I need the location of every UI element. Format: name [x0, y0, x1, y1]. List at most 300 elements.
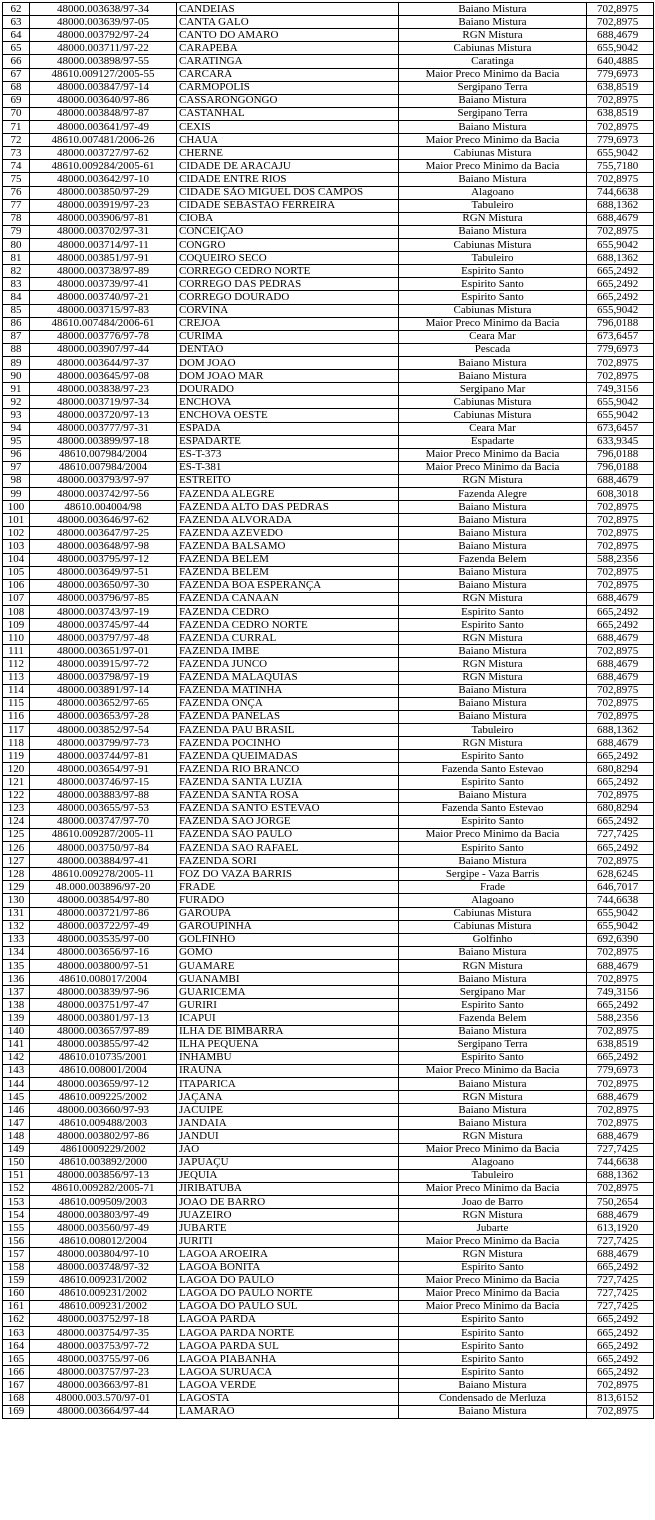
price-cell: 702,8975: [587, 1405, 654, 1418]
field-name-cell: CORREGO CEDRO NORTE: [177, 265, 399, 278]
table-row: [3, 68, 654, 81]
price-cell: 688,4679: [587, 1130, 654, 1143]
table-row: [3, 383, 654, 396]
price-cell: 796,0188: [587, 317, 654, 330]
price-cell: 613,1920: [587, 1222, 654, 1235]
field-name-cell: CIOBA: [177, 212, 399, 225]
field-name-cell: JURITI: [177, 1235, 399, 1248]
table-row: [3, 802, 654, 815]
table-row: [3, 474, 654, 487]
process-code-cell: 48000.003720/97-13: [30, 409, 177, 422]
price-cell: 702,8975: [587, 370, 654, 383]
reference-oil-cell: Fazenda Santo Estevao: [399, 763, 587, 776]
price-cell: 680,8294: [587, 802, 654, 815]
process-code-cell: 48000.003744/97-81: [30, 750, 177, 763]
table-row: [3, 173, 654, 186]
reference-oil-cell: Maior Preco Minimo da Bacia: [399, 828, 587, 841]
row-number-cell: 160: [3, 1287, 30, 1300]
reference-oil-cell: Espirito Santo: [399, 1366, 587, 1379]
row-number-cell: 168: [3, 1392, 30, 1405]
reference-oil-cell: RGN Mistura: [399, 1209, 587, 1222]
row-number-cell: 70: [3, 107, 30, 120]
table-row: [3, 396, 654, 409]
row-number-cell: 166: [3, 1366, 30, 1379]
price-cell: 688,4679: [587, 658, 654, 671]
field-name-cell: GUARICEMA: [177, 986, 399, 999]
process-code-cell: 48000.003641/97-49: [30, 120, 177, 133]
table-row: [3, 959, 654, 972]
table-row: [3, 579, 654, 592]
reference-oil-cell: Espirito Santo: [399, 1313, 587, 1326]
row-number-cell: 86: [3, 317, 30, 330]
table-row: [3, 1222, 654, 1235]
reference-oil-cell: Espirito Santo: [399, 1051, 587, 1064]
process-code-cell: 48000.003777/97-31: [30, 422, 177, 435]
row-number-cell: 115: [3, 697, 30, 710]
price-cell: 665,2492: [587, 1353, 654, 1366]
field-name-cell: LAGOA PARDA NORTE: [177, 1327, 399, 1340]
field-name-cell: GUAMARE: [177, 959, 399, 972]
reference-oil-cell: Pescada: [399, 343, 587, 356]
reference-oil-cell: Alagoano: [399, 186, 587, 199]
row-number-cell: 64: [3, 29, 30, 42]
reference-oil-cell: Maior Preco Minimo da Bacia: [399, 448, 587, 461]
process-code-cell: 48000.003711/97-22: [30, 42, 177, 55]
process-code-cell: 48610.008001/2004: [30, 1064, 177, 1077]
table-row: [3, 1169, 654, 1182]
row-number-cell: 102: [3, 527, 30, 540]
process-code-cell: 48610.007984/2004: [30, 448, 177, 461]
process-code-cell: 48000.003856/97-13: [30, 1169, 177, 1182]
table-row: [3, 356, 654, 369]
table-row: [3, 828, 654, 841]
row-number-cell: 84: [3, 291, 30, 304]
process-code-cell: 48.000.003896/97-20: [30, 881, 177, 894]
table-row: [3, 881, 654, 894]
process-code-cell: 48000.003804/97-10: [30, 1248, 177, 1261]
table-row: [3, 632, 654, 645]
field-name-cell: CIDADE ENTRE RIOS: [177, 173, 399, 186]
row-number-cell: 127: [3, 855, 30, 868]
process-code-cell: 48610.009231/2002: [30, 1274, 177, 1287]
row-number-cell: 143: [3, 1064, 30, 1077]
price-cell: 665,2492: [587, 815, 654, 828]
process-code-cell: 48000.003642/97-10: [30, 173, 177, 186]
row-number-cell: 151: [3, 1169, 30, 1182]
field-name-cell: CARCARÁ: [177, 68, 399, 81]
reference-oil-cell: RGN Mistura: [399, 474, 587, 487]
price-cell: 702,8975: [587, 697, 654, 710]
row-number-cell: 89: [3, 356, 30, 369]
field-name-cell: LAGOA DO PAULO NORTE: [177, 1287, 399, 1300]
table-row: [3, 488, 654, 501]
price-cell: 655,9042: [587, 304, 654, 317]
process-code-cell: 48000.003750/97-84: [30, 842, 177, 855]
row-number-cell: 121: [3, 776, 30, 789]
table-row: [3, 540, 654, 553]
table-row: [3, 147, 654, 160]
process-code-cell: 48610.009284/2005-61: [30, 160, 177, 173]
reference-oil-cell: Maior Preco Minimo da Bacia: [399, 1143, 587, 1156]
price-cell: 665,2492: [587, 1261, 654, 1274]
field-name-cell: CIDADE SEBASTAO FERREIRA: [177, 199, 399, 212]
row-number-cell: 95: [3, 435, 30, 448]
reference-oil-cell: Condensado de Merluza: [399, 1392, 587, 1405]
field-name-cell: JUBARTE: [177, 1222, 399, 1235]
reference-oil-cell: Cabiunas Mistura: [399, 238, 587, 251]
reference-oil-cell: Espirito Santo: [399, 1327, 587, 1340]
price-cell: 702,8975: [587, 225, 654, 238]
row-number-cell: 163: [3, 1327, 30, 1340]
price-cell: 655,9042: [587, 920, 654, 933]
price-cell: 588,2356: [587, 553, 654, 566]
process-code-cell: 48000.003801/97-13: [30, 1012, 177, 1025]
table-row: [3, 29, 654, 42]
row-number-cell: 126: [3, 842, 30, 855]
process-code-cell: 48000.003738/97-89: [30, 265, 177, 278]
reference-oil-cell: Maior Preco Minimo da Bacia: [399, 1064, 587, 1077]
field-name-cell: GOMO: [177, 946, 399, 959]
reference-oil-cell: Golfinho: [399, 933, 587, 946]
field-name-cell: GOLFINHO: [177, 933, 399, 946]
row-number-cell: 71: [3, 120, 30, 133]
field-name-cell: DOM JOAO: [177, 356, 399, 369]
row-number-cell: 145: [3, 1091, 30, 1104]
process-code-cell: 48610.009509/2003: [30, 1195, 177, 1208]
table-row: [3, 724, 654, 737]
price-cell: 702,8975: [587, 946, 654, 959]
table-row: [3, 907, 654, 920]
price-cell: 702,8975: [587, 973, 654, 986]
reference-oil-cell: Baiano Mistura: [399, 1104, 587, 1117]
field-name-cell: ESPADARTE: [177, 435, 399, 448]
row-number-cell: 74: [3, 160, 30, 173]
field-name-cell: ILHA DE BIMBARRA: [177, 1025, 399, 1038]
table-row: [3, 212, 654, 225]
field-name-cell: FAZENDA AZEVEDO: [177, 527, 399, 540]
price-cell: 673,6457: [587, 330, 654, 343]
table-row: [3, 1156, 654, 1169]
field-name-cell: FAZENDA SAO RAFAEL: [177, 842, 399, 855]
row-number-cell: 80: [3, 238, 30, 251]
reference-oil-cell: RGN Mistura: [399, 1091, 587, 1104]
process-code-cell: 48000.003802/97-86: [30, 1130, 177, 1143]
price-table-container: [2, 2, 653, 1419]
field-name-cell: CONCEIÇAO: [177, 225, 399, 238]
price-cell: 702,8975: [587, 527, 654, 540]
row-number-cell: 148: [3, 1130, 30, 1143]
reference-oil-cell: Baiano Mistura: [399, 173, 587, 186]
reference-oil-cell: Baiano Mistura: [399, 514, 587, 527]
reference-oil-cell: Baiano Mistura: [399, 94, 587, 107]
reference-oil-cell: Tabuleiro: [399, 724, 587, 737]
row-number-cell: 135: [3, 959, 30, 972]
reference-oil-cell: Baiano Mistura: [399, 855, 587, 868]
price-cell: 702,8975: [587, 94, 654, 107]
process-code-cell: 48000.003560/97-49: [30, 1222, 177, 1235]
process-code-cell: 48610.009287/2005-11: [30, 828, 177, 841]
row-number-cell: 162: [3, 1313, 30, 1326]
table-row: [3, 894, 654, 907]
process-code-cell: 48000.003799/97-73: [30, 737, 177, 750]
field-name-cell: JAÇANA: [177, 1091, 399, 1104]
field-name-cell: LAGOA DO PAULO: [177, 1274, 399, 1287]
table-row: [3, 1077, 654, 1090]
field-name-cell: CANTA GALO: [177, 16, 399, 29]
reference-oil-cell: Frade: [399, 881, 587, 894]
price-cell: 688,4679: [587, 1248, 654, 1261]
price-cell: 702,8975: [587, 501, 654, 514]
field-name-cell: FAZENDA BALSAMO: [177, 540, 399, 553]
process-code-cell: 48610.008012/2004: [30, 1235, 177, 1248]
table-row: [3, 619, 654, 632]
table-row: [3, 409, 654, 422]
price-cell: 727,7425: [587, 1235, 654, 1248]
table-row: [3, 291, 654, 304]
process-code-cell: 48000.003792/97-24: [30, 29, 177, 42]
row-number-cell: 142: [3, 1051, 30, 1064]
reference-oil-cell: Espirito Santo: [399, 265, 587, 278]
row-number-cell: 117: [3, 724, 30, 737]
field-name-cell: FOZ DO VAZA BARRIS: [177, 868, 399, 881]
process-code-cell: 48000.003664/97-44: [30, 1405, 177, 1418]
table-row: [3, 514, 654, 527]
row-number-cell: 77: [3, 199, 30, 212]
reference-oil-cell: Sergipano Mar: [399, 383, 587, 396]
price-cell: 702,8975: [587, 710, 654, 723]
field-name-cell: FAZENDA BOA ESPERANÇA: [177, 579, 399, 592]
process-code-cell: 48000.003649/97-51: [30, 566, 177, 579]
field-name-cell: CARMOPOLIS: [177, 81, 399, 94]
field-name-cell: CEXIS: [177, 120, 399, 133]
reference-oil-cell: Baiano Mistura: [399, 1077, 587, 1090]
reference-oil-cell: Tabuleiro: [399, 252, 587, 265]
reference-oil-cell: Alagoano: [399, 1156, 587, 1169]
table-row: [3, 252, 654, 265]
row-number-cell: 139: [3, 1012, 30, 1025]
process-code-cell: 48000.003852/97-54: [30, 724, 177, 737]
price-cell: 665,2492: [587, 999, 654, 1012]
reference-oil-cell: Fazenda Alegre: [399, 488, 587, 501]
reference-oil-cell: Maior Preco Minimo da Bacia: [399, 1182, 587, 1195]
process-code-cell: 48000.003647/97-25: [30, 527, 177, 540]
field-name-cell: GURIRI: [177, 999, 399, 1012]
table-row: [3, 42, 654, 55]
row-number-cell: 81: [3, 252, 30, 265]
price-cell: 628,6245: [587, 868, 654, 881]
reference-oil-cell: Cabiunas Mistura: [399, 304, 587, 317]
row-number-cell: 147: [3, 1117, 30, 1130]
row-number-cell: 119: [3, 750, 30, 763]
price-cell: 750,2654: [587, 1195, 654, 1208]
price-cell: 744,6638: [587, 1156, 654, 1169]
process-code-cell: 48000.003757/97-23: [30, 1366, 177, 1379]
field-name-cell: ILHA PEQUENA: [177, 1038, 399, 1051]
row-number-cell: 73: [3, 147, 30, 160]
row-number-cell: 108: [3, 606, 30, 619]
field-name-cell: JANDUI: [177, 1130, 399, 1143]
process-code-cell: 48000.003854/97-80: [30, 894, 177, 907]
process-code-cell: 48000.003755/97-06: [30, 1353, 177, 1366]
price-cell: 702,8975: [587, 789, 654, 802]
field-name-cell: CASTANHAL: [177, 107, 399, 120]
row-number-cell: 124: [3, 815, 30, 828]
reference-oil-cell: Alagoano: [399, 894, 587, 907]
row-number-cell: 78: [3, 212, 30, 225]
row-number-cell: 131: [3, 907, 30, 920]
process-code-cell: 48000.003851/97-91: [30, 252, 177, 265]
reference-oil-cell: Baiano Mistura: [399, 3, 587, 16]
price-cell: 688,4679: [587, 1091, 654, 1104]
reference-oil-cell: Baiano Mistura: [399, 1379, 587, 1392]
row-number-cell: 66: [3, 55, 30, 68]
row-number-cell: 120: [3, 763, 30, 776]
table-row: [3, 566, 654, 579]
price-cell: 744,6638: [587, 186, 654, 199]
row-number-cell: 90: [3, 370, 30, 383]
process-code-cell: 48000.003656/97-16: [30, 946, 177, 959]
table-row: [3, 1117, 654, 1130]
process-code-cell: 48000.003653/97-28: [30, 710, 177, 723]
reference-oil-cell: Baiano Mistura: [399, 973, 587, 986]
table-row: [3, 684, 654, 697]
field-name-cell: FAZENDA CEDRO: [177, 606, 399, 619]
price-cell: 813,6152: [587, 1392, 654, 1405]
price-cell: 588,2356: [587, 1012, 654, 1025]
process-code-cell: 48610.007484/2006-61: [30, 317, 177, 330]
row-number-cell: 125: [3, 828, 30, 841]
reference-oil-cell: Espirito Santo: [399, 278, 587, 291]
price-cell: 749,3156: [587, 383, 654, 396]
field-name-cell: LAGOA AROEIRA: [177, 1248, 399, 1261]
table-row: [3, 343, 654, 356]
reference-oil-cell: RGN Mistura: [399, 737, 587, 750]
price-cell: 702,8975: [587, 173, 654, 186]
process-code-cell: 48000.003752/97-18: [30, 1313, 177, 1326]
price-cell: 702,8975: [587, 645, 654, 658]
field-name-cell: GAROUPINHA: [177, 920, 399, 933]
table-row: [3, 317, 654, 330]
row-number-cell: 93: [3, 409, 30, 422]
process-code-cell: 48000.003714/97-11: [30, 238, 177, 251]
table-row: [3, 1379, 654, 1392]
reference-oil-cell: Baiano Mistura: [399, 946, 587, 959]
field-name-cell: ENCHOVA OESTE: [177, 409, 399, 422]
row-number-cell: 156: [3, 1235, 30, 1248]
table-row: [3, 1353, 654, 1366]
field-name-cell: LAGOA VERDE: [177, 1379, 399, 1392]
process-code-cell: 48610.009488/2003: [30, 1117, 177, 1130]
field-name-cell: GUANAMBI: [177, 973, 399, 986]
reference-oil-cell: Tabuleiro: [399, 1169, 587, 1182]
row-number-cell: 123: [3, 802, 30, 815]
process-code-cell: 48000.003751/97-47: [30, 999, 177, 1012]
table-row: [3, 238, 654, 251]
reference-oil-cell: RGN Mistura: [399, 1130, 587, 1143]
field-name-cell: FAZENDA PAU BRASIL: [177, 724, 399, 737]
reference-oil-cell: Fazenda Belem: [399, 553, 587, 566]
field-name-cell: CARATINGA: [177, 55, 399, 68]
process-code-cell: 48000.003742/97-56: [30, 488, 177, 501]
reference-oil-cell: Baiano Mistura: [399, 1025, 587, 1038]
table-row: [3, 973, 654, 986]
field-name-cell: FAZENDA SANTA LUZIA: [177, 776, 399, 789]
reference-oil-cell: Espirito Santo: [399, 1261, 587, 1274]
process-code-cell: 48610.010735/2001: [30, 1051, 177, 1064]
field-name-cell: FAZENDA SAO JORGE: [177, 815, 399, 828]
price-cell: 665,2492: [587, 265, 654, 278]
row-number-cell: 65: [3, 42, 30, 55]
price-cell: 702,8975: [587, 540, 654, 553]
reference-oil-cell: Sergipano Terra: [399, 1038, 587, 1051]
process-code-cell: 48000.003702/97-31: [30, 225, 177, 238]
field-name-cell: JOAO DE BARRO: [177, 1195, 399, 1208]
process-code-cell: 48000.003793/97-97: [30, 474, 177, 487]
table-row: [3, 986, 654, 999]
row-number-cell: 167: [3, 1379, 30, 1392]
field-name-cell: JACUIPE: [177, 1104, 399, 1117]
field-name-cell: CANTO DO AMARO: [177, 29, 399, 42]
field-name-cell: FAZENDA BELEM: [177, 553, 399, 566]
process-code-cell: 48610.008017/2004: [30, 973, 177, 986]
row-number-cell: 112: [3, 658, 30, 671]
table-row: [3, 3, 654, 16]
table-row: [3, 999, 654, 1012]
price-cell: 779,6973: [587, 134, 654, 147]
row-number-cell: 88: [3, 343, 30, 356]
reference-oil-cell: Ceara Mar: [399, 330, 587, 343]
field-name-cell: LAGOA DO PAULO SUL: [177, 1300, 399, 1313]
price-cell: 702,8975: [587, 120, 654, 133]
field-name-cell: ITAPARICA: [177, 1077, 399, 1090]
row-number-cell: 169: [3, 1405, 30, 1418]
row-number-cell: 158: [3, 1261, 30, 1274]
price-cell: 727,7425: [587, 1300, 654, 1313]
process-code-cell: 48000.003651/97-01: [30, 645, 177, 658]
process-code-cell: 48000.003898/97-55: [30, 55, 177, 68]
field-name-cell: FAZENDA IMBE: [177, 645, 399, 658]
row-number-cell: 76: [3, 186, 30, 199]
row-number-cell: 110: [3, 632, 30, 645]
table-row: [3, 842, 654, 855]
reference-oil-cell: Baiano Mistura: [399, 697, 587, 710]
table-row: [3, 1261, 654, 1274]
price-cell: 688,1362: [587, 1169, 654, 1182]
price-cell: 727,7425: [587, 1143, 654, 1156]
table-row: [3, 134, 654, 147]
price-cell: 665,2492: [587, 291, 654, 304]
table-row: [3, 186, 654, 199]
process-code-cell: 48610.003892/2000: [30, 1156, 177, 1169]
reference-oil-cell: Baiano Mistura: [399, 710, 587, 723]
price-cell: 655,9042: [587, 147, 654, 160]
field-name-cell: CANDEIAS: [177, 3, 399, 16]
table-row: [3, 422, 654, 435]
row-number-cell: 96: [3, 448, 30, 461]
table-row: [3, 1038, 654, 1051]
table-row: [3, 1182, 654, 1195]
reference-oil-cell: Espirito Santo: [399, 776, 587, 789]
field-name-cell: FAZENDA CANAAN: [177, 592, 399, 605]
price-cell: 702,8975: [587, 1025, 654, 1038]
row-number-cell: 134: [3, 946, 30, 959]
field-name-cell: LAGOSTA: [177, 1392, 399, 1405]
field-name-cell: FAZENDA MALAQUIAS: [177, 671, 399, 684]
price-cell: 665,2492: [587, 619, 654, 632]
table-row: [3, 94, 654, 107]
price-cell: 638,8519: [587, 81, 654, 94]
table-row: [3, 1274, 654, 1287]
